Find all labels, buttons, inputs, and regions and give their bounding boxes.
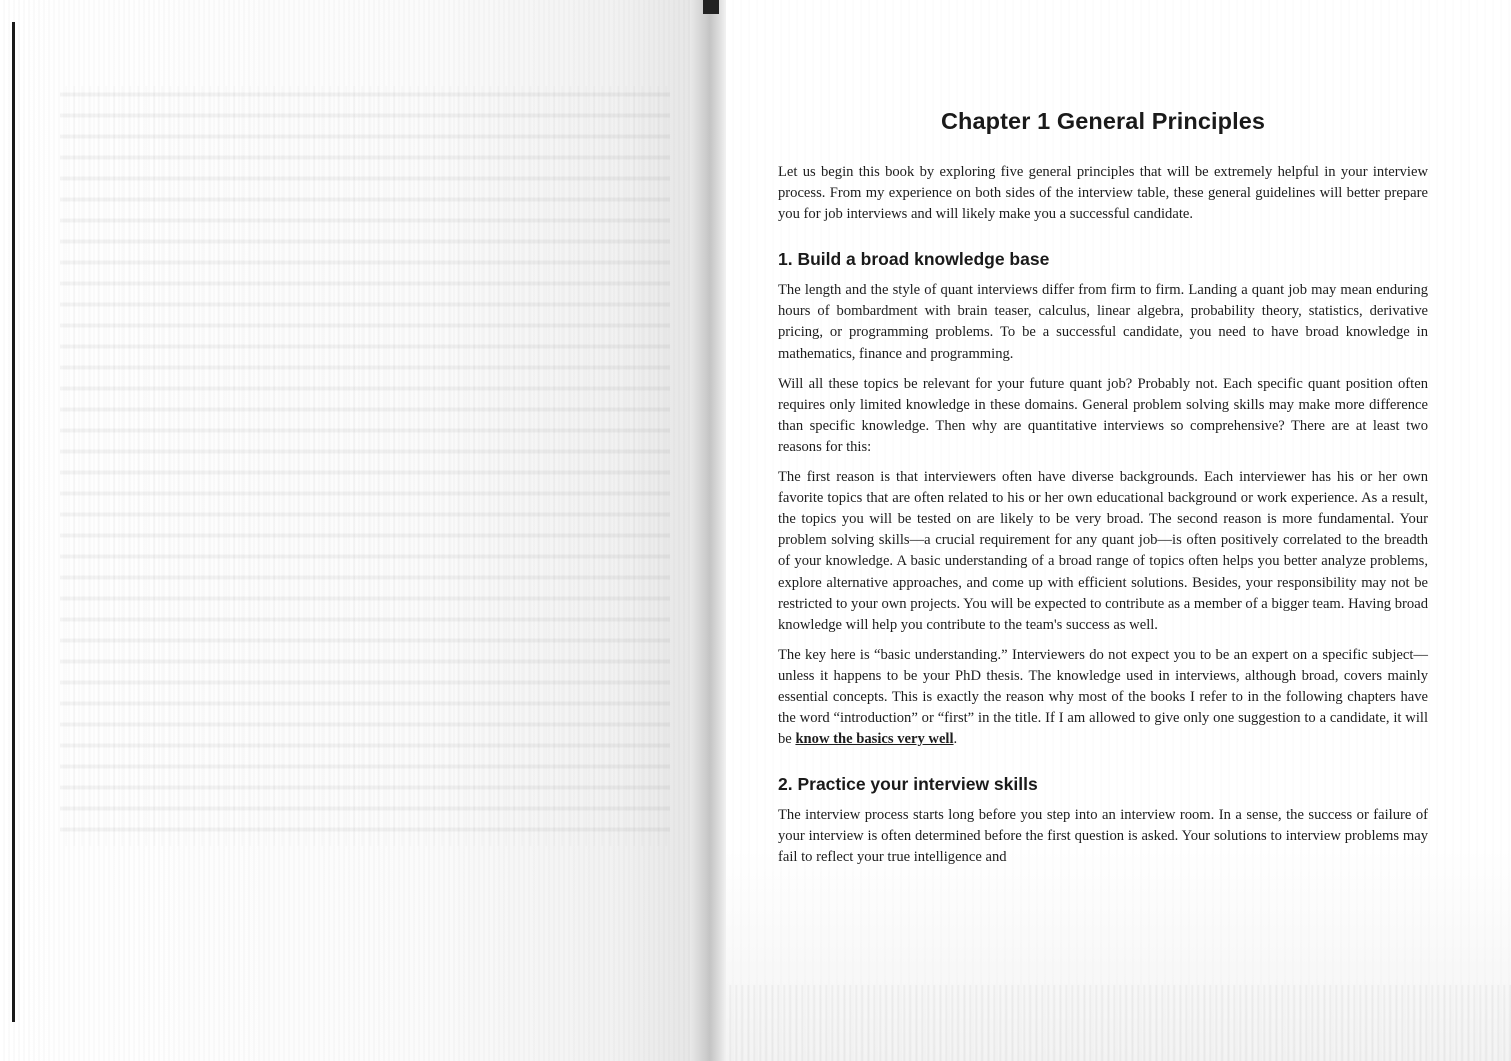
book-gutter bbox=[690, 0, 726, 1061]
paragraph-4-text: The key here is “basic understanding.” Interviewers do not expect you to be an expert on a specific subject—unless it happens to be your PhD thesis. The knowledge used in interviews, although broad, covers mainly essential concepts. This is exactly the reason why most of the books I refer to in the following chapters have the word “introduction” or “first” in the title. If I am allowed to give only one suggestion to a candidate, it will be bbox=[778, 646, 1428, 748]
right-page bbox=[726, 0, 1511, 1061]
section-1-heading: 1. Build a broad knowledge base bbox=[778, 249, 1050, 270]
intro-paragraph: Let us begin this book by exploring five general principles that will be extremely helpful in your interview process. From my experience on both sides of the interview table, these general guidelines will better prepare you for job interviews and will likely make you a successful candidate. bbox=[778, 164, 1428, 223]
paragraph-4-end: . bbox=[953, 731, 958, 748]
section-1-paragraph-1: The length and the style of quant interviews differ from firm to firm. Landing a quant job may mean enduring hours of bombardment with brain teaser, calculus, linear algebra, probability theory, statistics, derivative pricing, or programming problems. To be a successful candidate, you need to have broad knowledge in mathematics, finance and programming. bbox=[778, 282, 1428, 362]
section-1-paragraph-3: The first reason is that interviewers often have diverse backgrounds. Each interviewer has his or her own favorite topics that are often related to his or her own educational background or work experience. As a result, the topics you will be tested on are likely to be very broad. The second reason is more fundamental. Your problem solving skills—a crucial requirement for any quant job—is often positively correlated to the breadth of your knowledge. A basic understanding of a broad range of topics often helps you better analyze problems, explore alternative approaches, and come up with efficient solutions. Besides, your responsibility may not be restricted to your own projects. You will be expected to contribute as a member of a bigger team. Having broad knowledge will help you contribute to the team's success as well. bbox=[778, 469, 1428, 633]
page-edge-mark bbox=[12, 22, 15, 1022]
left-page-blank bbox=[0, 0, 705, 1061]
gutter-tab-mark bbox=[703, 0, 719, 14]
section-1-paragraph-4 bbox=[778, 645, 1428, 750]
page-content bbox=[778, 108, 1428, 878]
chapter-title: Chapter 1 General Principles bbox=[940, 108, 1266, 134]
section-1-paragraph-2: Will all these topics be relevant for your future quant job? Probably not. Each specific quant position often requires only limited knowledge in these domains. General problem solving skills may make more difference than specific knowledge. Then why are quantitative interviews so comprehensive? There are at least two reasons for this: bbox=[778, 375, 1428, 455]
bleed-through-text bbox=[60, 86, 670, 846]
emphasized-advice: know the basics very well bbox=[795, 731, 954, 748]
section-2-paragraph-1: The interview process starts long before you step into an interview room. In a sense, the success or failure of your interview is often determined before the first question is asked. Your solutions to interview problems may fail to reflect your true intelligence and bbox=[778, 807, 1428, 866]
section-2-heading: 2. Practice your interview skills bbox=[778, 774, 1038, 795]
